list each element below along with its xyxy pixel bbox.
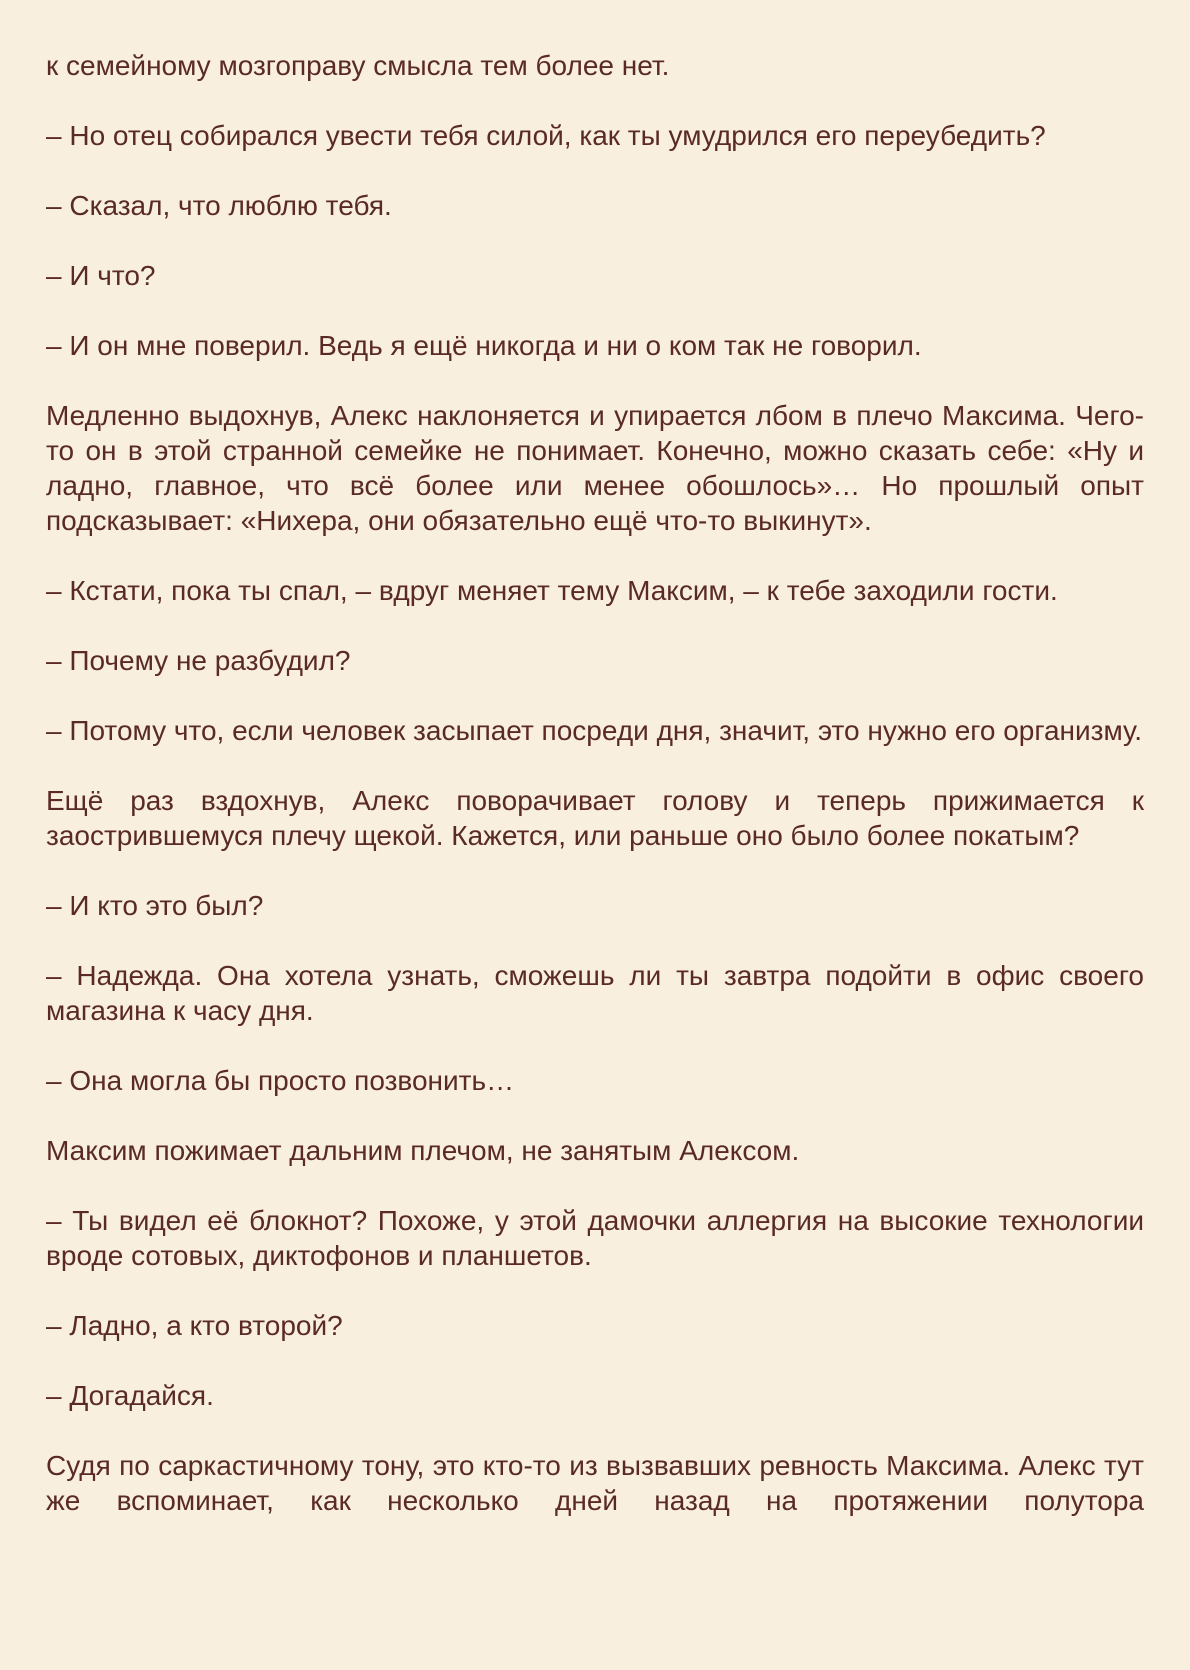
paragraph: – Ты видел её блокнот? Похоже, у этой дамочки аллергия на высокие технологии вроде сотовых, диктофонов и планшетов. [46,1205,1144,1271]
paragraph: – Почему не разбудил? [46,645,351,676]
paragraph: – Догадайся. [46,1380,214,1411]
paragraph: – Надежда. Она хотела узнать, сможешь ли ты завтра подойти в офис своего магазина к часу дня. [46,960,1144,1026]
paragraph: – Сказал, что люблю тебя. [46,190,392,221]
paragraph: Судя по саркастичному тону, это кто-то из вызвавших ревность Максима. Алекс тут же вспоминает, как несколько дней назад на протяжении полутора [46,1450,1144,1516]
paragraph: – И он мне поверил. Ведь я ещё никогда и ни о ком так не говорил. [46,330,922,361]
paragraph: к семейному мозгоправу смысла тем более нет. [46,50,670,81]
paragraph: Максим пожимает дальним плечом, не занятым Алексом. [46,1135,800,1166]
paragraph: – И кто это был? [46,890,264,921]
paragraph: – Потому что, если человек засыпает посреди дня, значит, это нужно его организму. [46,715,1143,746]
paragraph: – Но отец собирался увести тебя силой, как ты умудрился его переубедить? [46,120,1046,151]
paragraph: – Она могла бы просто позвонить… [46,1065,515,1096]
paragraph: – И что? [46,260,156,291]
paragraph: – Ладно, а кто второй? [46,1310,343,1341]
paragraph: – Кстати, пока ты спал, – вдруг меняет тему Максим, – к тебе заходили гости. [46,575,1058,606]
page-text [46,0,1144,1670]
paragraph: Медленно выдохнув, Алекс наклоняется и упирается лбом в плечо Максима. Чего-то он в этой странной семейке не понимает. Конечно, можно сказать себе: «Ну и ладно, главное, что всё более или менее обошлось»… Но прошлый опыт подсказывает: «Нихера, они обязательно ещё что-то выкинут». [46,400,1144,536]
paragraph: Ещё раз вздохнув, Алекс поворачивает голову и теперь прижимается к заострившемуся плечу щекой. Кажется, или раньше оно было более покатым? [46,785,1144,851]
